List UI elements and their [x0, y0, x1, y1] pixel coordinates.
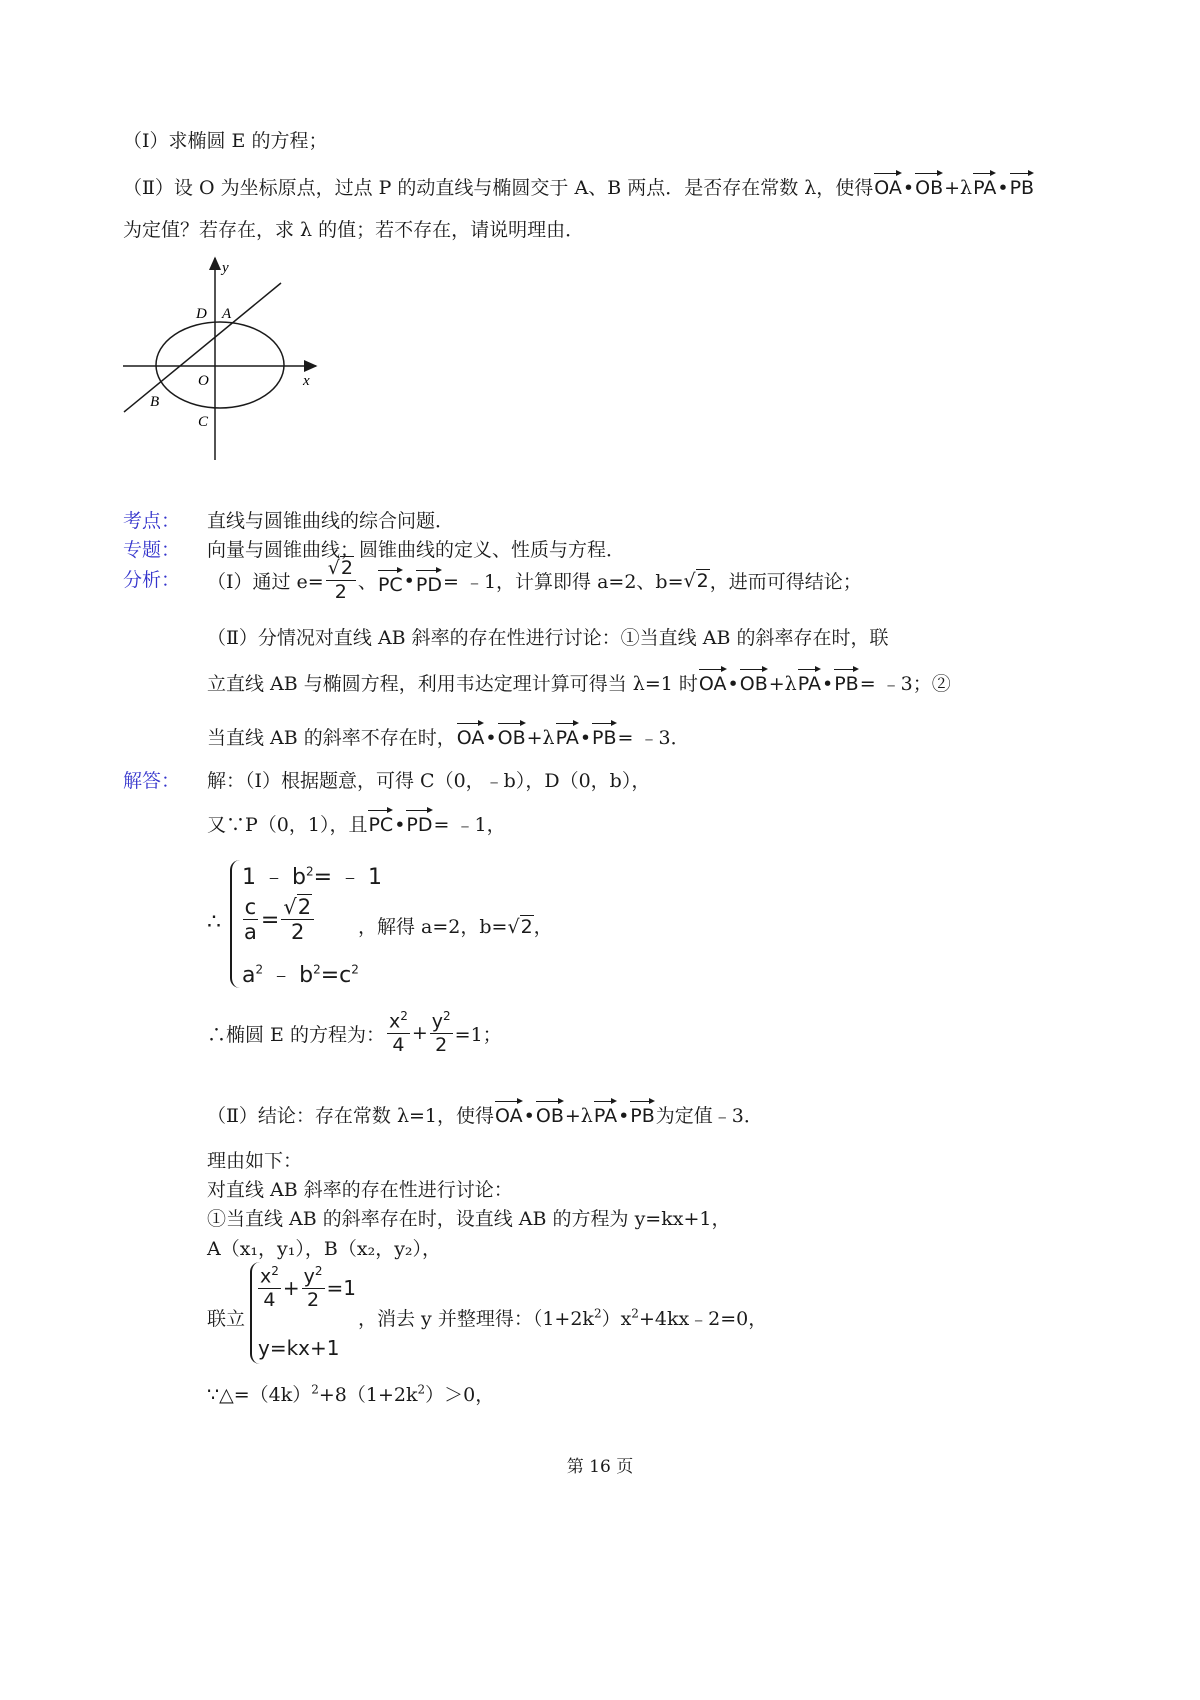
therefore-symbol: ∴ [207, 910, 221, 935]
jieda-line2 [207, 807, 506, 837]
label-zhuanti: 专题： [123, 539, 181, 561]
problem-part2-line [123, 170, 1035, 200]
fenxi-line4 [207, 720, 690, 750]
system-brace [230, 860, 240, 988]
fenxi-line1 [207, 558, 862, 604]
lianli-text: 联立 [207, 1308, 246, 1330]
problem-part2-text: （Ⅱ）设 O 为坐标原点，过点 P 的动直线与椭圆交于 A、B 两点．是否存在常数 λ，使得 [123, 177, 874, 199]
case1-text: ①当直线 AB 的斜率存在时，设直线 AB 的方程为 y=kx+1， [207, 1208, 731, 1230]
sqrt-2: √2 [507, 916, 533, 938]
dot-symbol: • [485, 727, 497, 749]
ellipse [156, 322, 284, 408]
fenxi-text: = ﹣1，计算即得 a=2、b= [442, 571, 684, 594]
dot-symbol: • [579, 727, 592, 749]
vector-pc: PC [378, 567, 403, 595]
point-b-label: B [150, 394, 160, 410]
vector-pd: PD [416, 567, 442, 595]
fenxi-text: = ﹣3；② [859, 673, 951, 695]
fenxi-text: （Ⅰ）通过 e= [207, 571, 324, 594]
denominator: 2 [334, 580, 347, 603]
vector-pd: PD [406, 807, 432, 835]
plus-lambda: +λ [564, 1105, 593, 1127]
plus-lambda: +λ [944, 177, 973, 199]
label-kaodian: 考点： [123, 510, 181, 532]
fraction-x2-over-4: $\frac{x^2}{4}$ [388, 1009, 408, 1057]
fraction-c-over-a: $\frac{c}{a}$ [244, 895, 257, 945]
fenxi-text: ，进而可得结论； [709, 571, 862, 594]
fenxi-text: = ﹣3． [617, 727, 690, 749]
jieda-text: = ﹣1， [433, 814, 506, 836]
problem-part2-continued: 为定值？若存在，求 λ 的值；若不存在，请说明理由． [123, 219, 585, 241]
jieda-text: 又∵P（0，1），且 [207, 814, 368, 836]
dot-symbol: • [394, 814, 406, 836]
point-c-label: C [198, 414, 209, 430]
dot-symbol: • [902, 177, 915, 199]
ellipse-figure [118, 250, 328, 465]
vector-ob: OB [498, 720, 526, 748]
vector-pa: PA [556, 720, 579, 748]
plus-lambda: +λ [768, 673, 797, 695]
fraction-y2-over-2: $\frac{y^2}{2}$ [431, 1009, 451, 1057]
vector-pa: PA [798, 666, 821, 694]
fenxi-text: 立直线 AB 与椭圆方程，利用韦达定理计算可得当 λ=1 时 [207, 673, 698, 695]
line-ab [124, 283, 281, 412]
discuss-text: 对直线 AB 斜率的存在性进行讨论： [207, 1179, 513, 1201]
solve-text: ，解得 a=2，b=√2， [358, 916, 553, 938]
vector-oa: OA [495, 1098, 523, 1126]
y-axis-label: y [222, 260, 229, 276]
fraction-x2-over-4: $\frac{x^2}{4}$ [260, 1264, 279, 1312]
vector-pb: PB [834, 666, 859, 694]
vector-ob: OB [915, 170, 943, 198]
vector-pa: PA [594, 1098, 617, 1126]
origin-label: O [198, 373, 209, 389]
vector-pb: PB [630, 1098, 655, 1126]
dot-symbol: • [523, 1105, 535, 1127]
eliminate-text: ，消去 y 并整理得：$(1+2k^2)x^2+4kx﹣2=0$， [358, 1306, 768, 1330]
jieda-line1: 解：（Ⅰ）根据题意，可得 C（0，﹣b），D（0，b）， [207, 770, 651, 792]
system-eq1: 1 ﹣ $b^2=$ ﹣ 1 [242, 864, 383, 890]
fenxi-line3 [207, 666, 951, 696]
points-ab-text: A（x₁，y₁），B（x₂，y₂）， [207, 1238, 442, 1260]
vector-pa: PA [973, 170, 996, 198]
dot-symbol: • [821, 673, 834, 695]
zhuanti-text: 向量与圆锥曲线；圆锥曲线的定义、性质与方程． [207, 539, 626, 561]
dot-symbol: • [403, 569, 415, 592]
vector-oa: OA [874, 170, 902, 198]
sqrt-2: √2 [683, 569, 709, 592]
system-eq2: $\frac{c}{a}$ = $\frac{√2}{2}$ [240, 895, 316, 945]
fraction-sqrt2-over-2: $\frac{√2}{2}$ [326, 558, 356, 604]
label-fenxi: 分析： [123, 569, 181, 591]
sqrt-radicand: 2 [340, 557, 353, 579]
plus-lambda: +λ [526, 727, 555, 749]
dot-symbol: • [997, 177, 1009, 199]
vector-pc: PC [368, 807, 393, 835]
x-axis-label: x [303, 373, 310, 389]
page-number: 第 16 页 [566, 1457, 634, 1477]
problem-part1: （Ⅰ）求椭圆 E 的方程； [123, 130, 328, 152]
fraction-sqrt2-over-2: $\frac{√2}{2}$ [281, 895, 314, 945]
part2-conclusion: （Ⅱ）结论：存在常数 λ=1，使得OA•OB+λPA•PB为定值﹣3． [207, 1098, 763, 1128]
vector-pb: PB [1010, 170, 1035, 198]
vector-ob: OB [740, 666, 768, 694]
fenxi-text: 、 [357, 571, 377, 594]
fraction-y2-over-2: $\frac{y^2}{2}$ [303, 1264, 323, 1312]
reason-text: 理由如下： [207, 1150, 303, 1172]
delta-text: $\because\triangle=(4k)^2+8(1+2k^2)>0$， [207, 1382, 495, 1406]
dot-symbol: • [618, 1105, 630, 1127]
point-d-label: D [196, 306, 207, 322]
vector-oa: OA [699, 666, 727, 694]
ellipse-equation: ∴椭圆 E 的方程为： $\frac{x^2}{4}$ + $\frac{y^2}{2}$ =1； [207, 1009, 502, 1057]
fenxi-text: 当直线 AB 的斜率不存在时， [207, 727, 456, 749]
fenxi-line2: （Ⅱ）分情况对直线 AB 斜率的存在性进行讨论：①当直线 AB 的斜率存在时，联 [207, 627, 889, 649]
label-jieda: 解答： [123, 770, 181, 792]
system-eq3: $a^2$ ﹣ $b^2=c^2$ [242, 962, 359, 988]
system2-eq1: $\frac{x^2}{4}$ + $\frac{y^2}{2}$ =1 [260, 1264, 357, 1312]
point-a-label: A [222, 306, 232, 322]
kaodian-text: 直线与圆锥曲线的综合问题． [207, 510, 455, 532]
dot-symbol: • [727, 673, 739, 695]
vector-ob: OB [536, 1098, 564, 1126]
vector-pb: PB [592, 720, 617, 748]
vector-oa: OA [457, 720, 485, 748]
system2-eq2: y=kx+1 [258, 1336, 340, 1360]
